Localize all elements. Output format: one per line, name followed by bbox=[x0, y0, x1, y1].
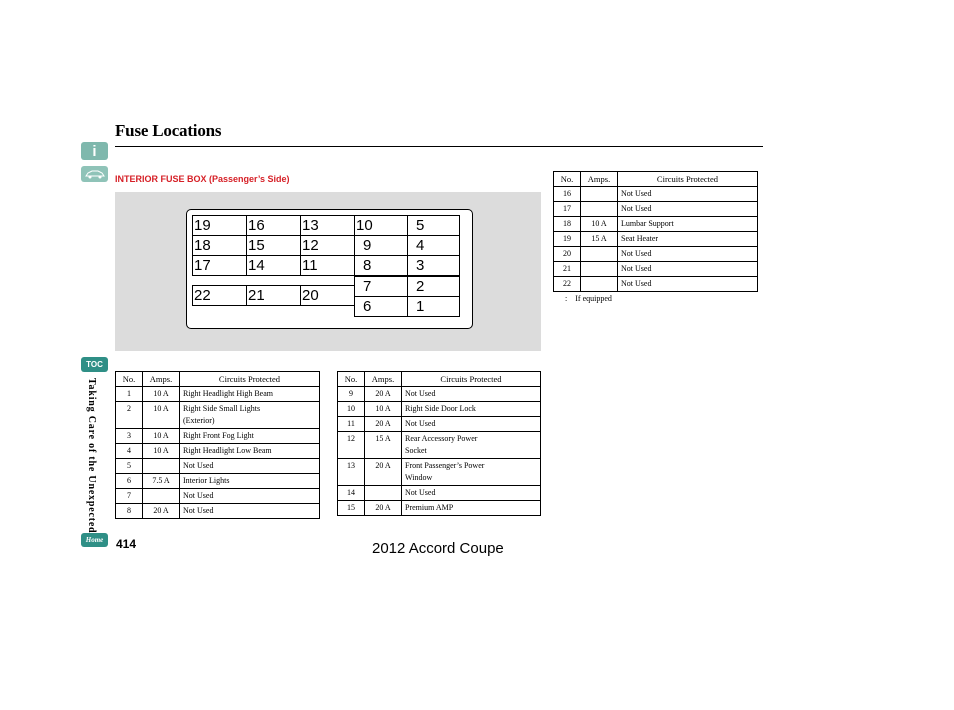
cell-amps bbox=[581, 277, 618, 292]
cell-circuit: Not Used bbox=[618, 202, 758, 217]
table-row bbox=[116, 489, 320, 504]
cell-no: 15 bbox=[338, 501, 365, 516]
col-circuits: Circuits Protected bbox=[618, 172, 758, 187]
cell-amps: 20 A bbox=[365, 459, 402, 486]
toc-button[interactable]: TOC bbox=[81, 357, 108, 372]
fuse-slot: 16 bbox=[246, 215, 301, 236]
title-rule bbox=[115, 146, 763, 147]
cell-circuit: Premium AMP bbox=[402, 501, 541, 516]
cell-circuit: Not Used bbox=[618, 262, 758, 277]
fuse-slot: 21 bbox=[246, 285, 301, 306]
cell-no: 19 bbox=[554, 232, 581, 247]
cell-no: 20 bbox=[554, 247, 581, 262]
col-no: No. bbox=[116, 372, 143, 387]
cell-circuit: Right Headlight High Beam bbox=[180, 387, 320, 402]
cell-amps bbox=[365, 486, 402, 501]
table-row bbox=[338, 387, 541, 402]
cell-no: 14 bbox=[338, 486, 365, 501]
cell-amps bbox=[143, 459, 180, 474]
cell-no: 4 bbox=[116, 444, 143, 459]
cell-circuit: Right Headlight Low Beam bbox=[180, 444, 320, 459]
fuse-slot: 6 bbox=[354, 296, 408, 317]
car-icon[interactable] bbox=[81, 166, 108, 182]
cell-no: 13 bbox=[338, 459, 365, 486]
table-row bbox=[554, 232, 758, 247]
cell-circuit: Not Used bbox=[180, 504, 320, 519]
cell-amps: 10 A bbox=[143, 429, 180, 444]
cell-circuit: Lumbar Support bbox=[618, 217, 758, 232]
fuse-slot: 11 bbox=[300, 255, 355, 276]
fuse-slot: 8 bbox=[354, 255, 408, 276]
cell-circuit: Not Used bbox=[618, 247, 758, 262]
fuse-slot: 19 bbox=[192, 215, 247, 236]
cell-amps: 10 A bbox=[581, 217, 618, 232]
col-amps: Amps. bbox=[365, 372, 402, 387]
circuit-line: Right Side Small Lights bbox=[183, 404, 261, 413]
cell-no: 7 bbox=[116, 489, 143, 504]
fuse-slot: 10 bbox=[354, 215, 408, 236]
cell-no: 3 bbox=[116, 429, 143, 444]
info-icon[interactable] bbox=[81, 142, 108, 160]
fuse-slot: 17 bbox=[192, 255, 247, 276]
cell-amps bbox=[581, 262, 618, 277]
table-row bbox=[338, 432, 541, 459]
cell-circuit: Not Used bbox=[402, 387, 541, 402]
table-row bbox=[116, 444, 320, 459]
circuit-line: (Exterior) bbox=[183, 416, 215, 425]
cell-circuit bbox=[402, 459, 541, 486]
fuse-table-16-22 bbox=[553, 171, 758, 292]
table-row bbox=[116, 504, 320, 519]
cell-circuit: Right Side Door Lock bbox=[402, 402, 541, 417]
fuse-slot: 2 bbox=[407, 276, 460, 297]
cell-no: 6 bbox=[116, 474, 143, 489]
fuse-box-outline bbox=[186, 209, 473, 329]
cell-amps: 10 A bbox=[365, 402, 402, 417]
cell-circuit: Right Front Fog Light bbox=[180, 429, 320, 444]
cell-circuit: Not Used bbox=[402, 417, 541, 432]
cell-amps: 15 A bbox=[365, 432, 402, 459]
table-row bbox=[338, 486, 541, 501]
footnote-text: If equipped bbox=[575, 294, 612, 303]
fuse-slot: 3 bbox=[407, 255, 460, 276]
section-heading: INTERIOR FUSE BOX (Passenger’s Side) bbox=[115, 174, 290, 184]
cell-circuit: Not Used bbox=[180, 489, 320, 504]
cell-amps: 10 A bbox=[143, 387, 180, 402]
fuse-table-9-15 bbox=[337, 371, 541, 516]
cell-circuit: Not Used bbox=[618, 187, 758, 202]
info-icon-glyph: i bbox=[92, 142, 97, 160]
cell-circuit: Not Used bbox=[402, 486, 541, 501]
fuse-slot: 22 bbox=[192, 285, 247, 306]
table-row bbox=[554, 202, 758, 217]
table-row bbox=[554, 187, 758, 202]
table-row bbox=[554, 217, 758, 232]
cell-no: 8 bbox=[116, 504, 143, 519]
cell-amps: 20 A bbox=[365, 417, 402, 432]
cell-no: 18 bbox=[554, 217, 581, 232]
home-button[interactable]: Home bbox=[81, 533, 108, 547]
cell-amps: 20 A bbox=[365, 501, 402, 516]
cell-no: 2 bbox=[116, 402, 143, 429]
cell-circuit bbox=[402, 432, 541, 459]
chapter-label: Taking Care of the Unexpected bbox=[86, 378, 97, 534]
cell-circuit: Not Used bbox=[180, 459, 320, 474]
fuse-table-1-8 bbox=[115, 371, 320, 519]
table-row bbox=[116, 387, 320, 402]
table-row bbox=[116, 474, 320, 489]
fuse-slot: 14 bbox=[246, 255, 301, 276]
table-header-row bbox=[554, 172, 758, 187]
cell-no: 5 bbox=[116, 459, 143, 474]
col-circuits: Circuits Protected bbox=[402, 372, 541, 387]
cell-amps: 20 A bbox=[143, 504, 180, 519]
cell-amps bbox=[581, 187, 618, 202]
fuse-slot: 15 bbox=[246, 235, 301, 256]
circuit-line: Front Passenger’s Power bbox=[405, 461, 485, 470]
fuse-slot: 4 bbox=[407, 235, 460, 256]
car-icon-shape bbox=[84, 169, 106, 179]
table-row bbox=[338, 417, 541, 432]
cell-no: 21 bbox=[554, 262, 581, 277]
cell-circuit: Interior Lights bbox=[180, 474, 320, 489]
fuse-slot: 12 bbox=[300, 235, 355, 256]
cell-no: 1 bbox=[116, 387, 143, 402]
table-row bbox=[338, 402, 541, 417]
col-circuits: Circuits Protected bbox=[180, 372, 320, 387]
cell-no: 16 bbox=[554, 187, 581, 202]
table-row bbox=[554, 247, 758, 262]
cell-amps: 10 A bbox=[143, 402, 180, 429]
col-no: No. bbox=[338, 372, 365, 387]
circuit-line: Socket bbox=[405, 446, 427, 455]
table-row bbox=[116, 429, 320, 444]
cell-amps: 7.5 A bbox=[143, 474, 180, 489]
col-amps: Amps. bbox=[143, 372, 180, 387]
fuse-slot: 13 bbox=[300, 215, 355, 236]
page-number: 414 bbox=[116, 537, 137, 551]
table-row bbox=[554, 262, 758, 277]
cell-no: 9 bbox=[338, 387, 365, 402]
cell-no: 22 bbox=[554, 277, 581, 292]
table-row bbox=[338, 459, 541, 486]
fuse-slot: 5 bbox=[407, 215, 460, 236]
cell-circuit: Seat Heater bbox=[618, 232, 758, 247]
page-title: Fuse Locations bbox=[115, 121, 222, 140]
cell-amps: 10 A bbox=[143, 444, 180, 459]
fuse-slot: 7 bbox=[354, 276, 408, 297]
circuit-line: Window bbox=[405, 473, 433, 482]
table-row bbox=[338, 501, 541, 516]
col-amps: Amps. bbox=[581, 172, 618, 187]
cell-no: 12 bbox=[338, 432, 365, 459]
cell-amps bbox=[143, 489, 180, 504]
fuse-slot: 1 bbox=[407, 296, 460, 317]
cell-no: 11 bbox=[338, 417, 365, 432]
cell-amps bbox=[581, 202, 618, 217]
cell-no: 17 bbox=[554, 202, 581, 217]
table-header-row bbox=[338, 372, 541, 387]
table-row bbox=[116, 402, 320, 429]
model-name: 2012 Accord Coupe bbox=[372, 540, 504, 557]
cell-circuit bbox=[180, 402, 320, 429]
footnote-mark: : bbox=[565, 294, 568, 303]
cell-amps: 15 A bbox=[581, 232, 618, 247]
col-no: No. bbox=[554, 172, 581, 187]
circuit-line: Rear Accessory Power bbox=[405, 434, 478, 443]
fuse-slot: 18 bbox=[192, 235, 247, 256]
cell-no: 10 bbox=[338, 402, 365, 417]
fuse-slot: 20 bbox=[300, 285, 355, 306]
table-header-row bbox=[116, 372, 320, 387]
fuse-slot: 9 bbox=[354, 235, 408, 256]
table-row bbox=[554, 277, 758, 292]
cell-amps bbox=[581, 247, 618, 262]
cell-amps: 20 A bbox=[365, 387, 402, 402]
footnote bbox=[565, 294, 612, 303]
cell-circuit: Not Used bbox=[618, 277, 758, 292]
table-row bbox=[116, 459, 320, 474]
